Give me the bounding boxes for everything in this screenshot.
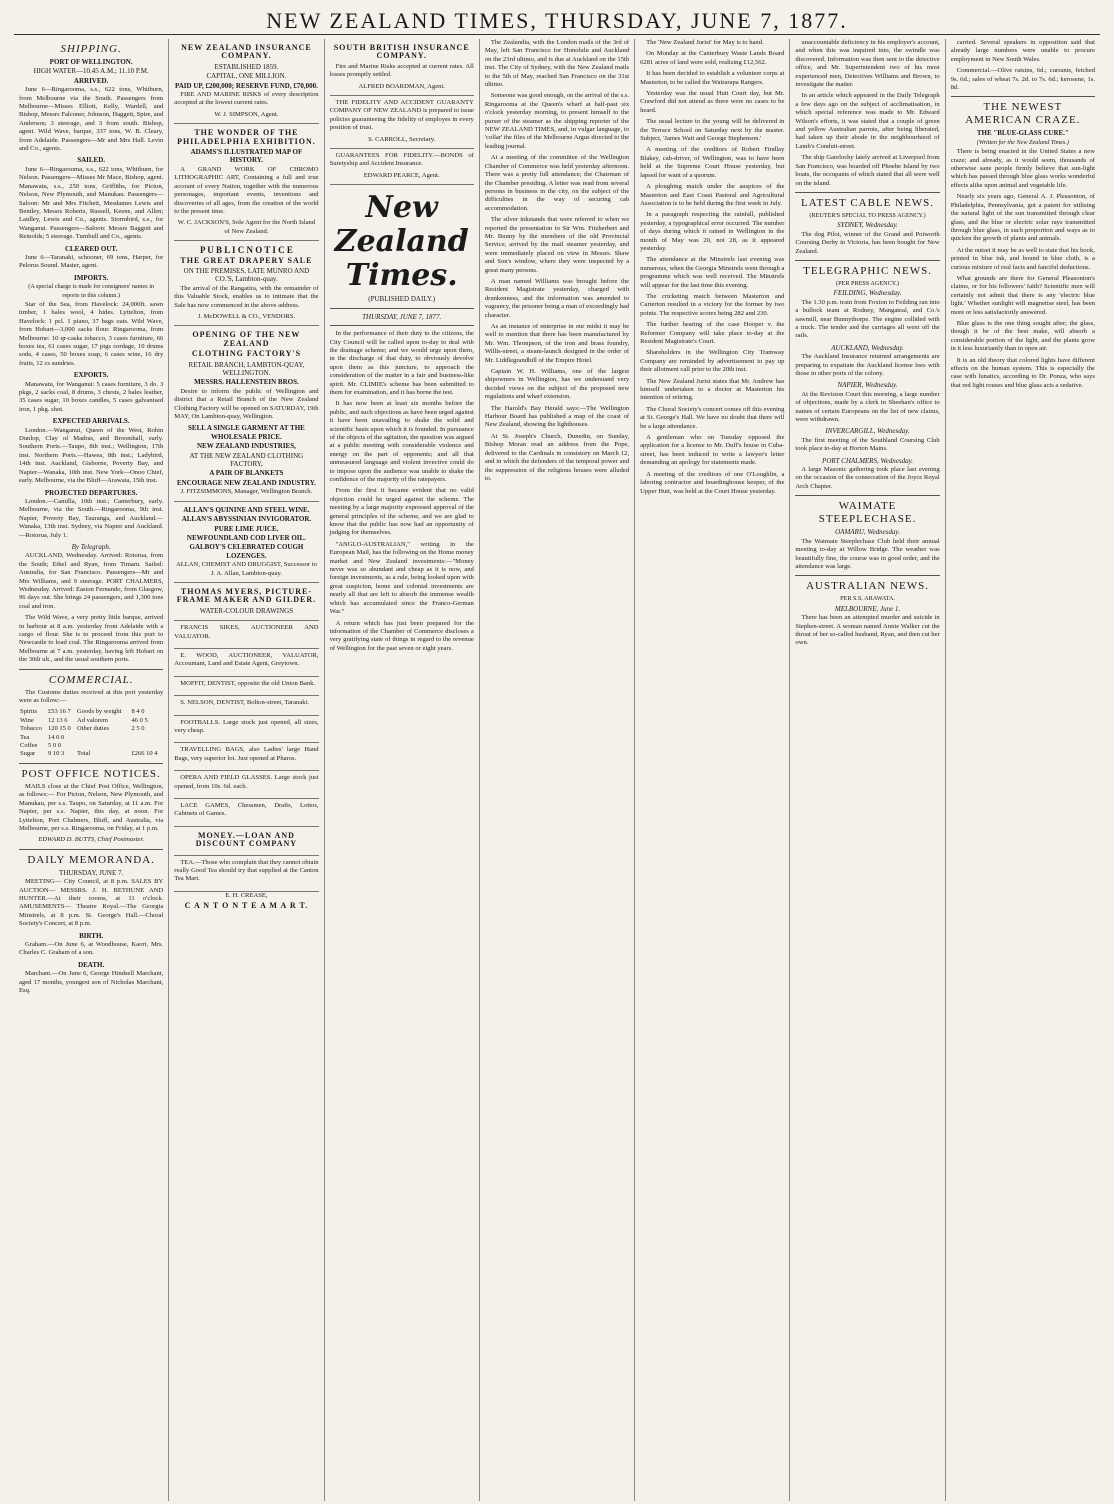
moffit-ad <box>174 677 318 696</box>
allan-ad <box>174 502 318 583</box>
blankets-line: A PAIR OF BLANKETS <box>209 469 284 478</box>
australian-text: There has been an attempted murder and suicide in Stephen-street. A woman named Annie Walker cut the throat of her so-called husband, Ryan, and then cut her own. <box>795 614 940 647</box>
south-text: Fire and Marine Risks accepted at current rates. All losses promptly settled. <box>329 62 474 79</box>
sailed-heading: SAILED. <box>77 156 106 165</box>
craze-para: At the outset it may be as well to state that his book, printed in blue ink, and bound in blue cloth, is a curious mixture of real facts and fanciful deductions. <box>950 246 1095 271</box>
fidelity-ad <box>330 96 474 149</box>
sell-line: SELL A SINGLE GARMENT AT THE WHOLESALE PRICE. <box>188 424 305 441</box>
duty-cell: Total <box>77 750 91 758</box>
telegraphic-heading: TELEGRAPHIC NEWS. <box>803 264 932 277</box>
craze-para: What grounds are there for General Pleasonton's claims, or for his followers' faith? Scientific men will certainly not admit that there is any 'electric blue light.' Whether sunlight will magnetise steel, has been more or less satisfactorily answered. <box>950 274 1095 316</box>
bags-ad <box>174 743 318 771</box>
drapery-sub: ON THE PREMISES, LATE MUNRO AND CO.'S, Lambton-quay. <box>183 266 310 284</box>
cable-sub: (REUTER'S SPECIAL TO PRESS AGENCY.) <box>809 211 926 219</box>
allan-wine: ALLAN'S QUININE AND STEEL WINE. <box>183 505 310 514</box>
masthead-title: NEW ZEALAND TIMES, THURSDAY, JUNE 7, 1877. <box>266 8 848 33</box>
waimate-heading: WAIMATE STEEPLECHASE. <box>818 500 917 526</box>
wonder-sub: ADAMS'S ILLUSTRATED MAP OF HISTORY. <box>190 148 303 165</box>
duty-cell: £53 16 7 <box>48 708 71 716</box>
duty-row <box>19 717 163 725</box>
news-para: A ploughing match under the auspices of the Masterton and East Coast Pastoral and Agricultural Association is to be held during the first week in July. <box>640 183 785 207</box>
memoranda-text: MEETING— City Council, at 8 p.m. SALES BY AUCTION— MESSRS. J. H. BETHUNE AND HUNTER.—At their rooms, at 11 o'clock. AMUSEMENTS— Theatre Royal.—The Georgia Minstrels, at 8 p.m. St. George's Hall.—Choral Society's Concert, at 8 p.m. <box>19 878 164 928</box>
arrived-heading: ARRIVED. <box>73 76 109 85</box>
south-british-ad <box>330 39 474 96</box>
tel-place: AUCKLAND, Wednesday. <box>831 343 904 352</box>
news-para: At a meeting of the committee of the Wellington Chamber of Commerce was held yesterday afternoon. There was a pretty full attendance; the Chairman of the Chamber presiding. A letter was read from several persons in business in the city, on the subject of the difficulties in the way of securing cab accommodation. <box>484 154 630 212</box>
tide-line: HIGH WATER—10.45 A.M.; 11.10 P.M. <box>33 67 149 76</box>
tel-text: At the Revision Court this morning, a large number of objections, made by a clerk in Sheehan's office to names of certain Europeans on the list of new claims, were withdrawn. <box>795 390 940 424</box>
arrived-text: June 6—Ringarooma, s.s., 622 tons, Whitburn, from Melbourne via the South. Passengers from Melbourne—Misses Elliott, Kelly, Wardell, and Bishop, Messrs Falconer, Johnson, Haggett, Spire, and Anderson; 3 steerage, and 3 from south. Bishop, agent. Wild Wave, barque, 337 tons, W. B. Cleary, from Adelaide. Passengers—Mr and Mrs Hall. Levin and Co., agents. <box>19 86 164 153</box>
published-daily: (PUBLISHED DAILY.) <box>368 295 436 304</box>
craze-para: Blue glass is the one thing sought after; the glass, though it be of the best make, will absorb a considerable portion of the light, and the plants grow in it less luxuriantly than in open air. <box>950 319 1095 353</box>
divider <box>795 260 939 261</box>
leader-para-4: "ANGLO-AUSTRALIAN," writing in the European Mail, has the following on the Home money market and New Zealand investments:—"Money never was so abundant and cheap as it is now, and foreign investments, as a rule, being looked upon with great suspicion, home and colonial investments are nearly all that are left to absorb the immense wealth which has accumulated since the Franco-German War." <box>329 540 474 616</box>
opera-text: OPERA AND FIELD GLASSES. Large stock just opened, from 10s. 6d. each. <box>174 774 319 790</box>
news-para: It has been decided to establish a volunteer corps at Masterton, to be called the Wairarapa Rangers. <box>640 70 785 86</box>
insurance-established: ESTABLISHED 1859. <box>214 62 279 71</box>
news-para: A meeting of the creditors of Robert Findlay Blakey, cab-driver, of Wellington, was to have been held at the Supreme Court House yesterday, but lapsed for want of a quorum. <box>640 146 785 179</box>
public-notice: P U B L I C N O T I C E <box>199 245 293 256</box>
cleared-heading: CLEARED OUT. <box>64 244 118 253</box>
news-para: The New Zealand Jurist states that Mr. Andrew has himself undertaken to a doctor at Masterton his intention of retiring. <box>640 377 785 402</box>
leader-para-5: A return which has just been prepared for the information of the Chamber of Commerce discloses a very gratifying state of things in regard to the revenue of Wellington for the past seven or eight years. <box>329 619 474 652</box>
duty-cell: 8 4 0 <box>131 708 145 716</box>
leader-para-2: It has now been at least six months before the public, and such objections as have been urged against it have been unavailing to shake the solid and scientific basis upon which it is founded. In pursuance of the objects of the agitation, the question was argued at a public meeting with considerable violence and energy on the part of opponents; and all that unmeasured language and violent invective could do to impose upon the audience was unable to shake the confidence of the majority of the ratepayers. <box>329 400 474 483</box>
news-para: The attendance at the Minstrels last evening was numerous, when the Georgia Minstrels went through a programme which was well received. The Minstrels will appear for the last time this evening. <box>640 256 785 289</box>
post-heading: POST OFFICE NOTICES. <box>21 767 161 780</box>
canton-title: C A N T O N T E A M A R T. <box>184 901 309 911</box>
columns <box>14 39 1100 1501</box>
tel-place: FEILDING, Wednesday. <box>833 289 902 298</box>
tel-place: PORT CHALMERS, Wednesday. <box>822 456 914 465</box>
framer-title: THOMAS MYERS, PICTURE-FRAME MAKER AND GILDER. <box>176 586 317 605</box>
expected-heading: EXPECTED ARRIVALS. <box>52 417 130 426</box>
shipping-heading: SHIPPING. <box>60 43 122 55</box>
duty-cell: Tobacco <box>20 725 42 733</box>
tel-place: INVERCARGILL, Wednesday. <box>825 427 910 436</box>
duty-cell: Tea <box>20 733 30 741</box>
fidelity-text: THE FIDELITY AND ACCIDENT GUARANTY COMPANY OF NEW ZEALAND is prepared to issue policies guaranteeing the fidelity of employes in every position of trust. <box>329 99 474 132</box>
expected-text: London.—Wanganui, Queen of the West, Robin Dunlop, Clay of Madras, and Broomhall, early. Southern Ports.—Taupo, 8th inst.; Wellington, 17th inst. Northern Ports.—Hawea, 8th inst.; Ladybird, 14th inst. Auckland, Gisborne, Poverty Bay, and Napier—Wanaka, 10th inst. New York—Onoo Chief, early. Melbourne, via the Bluff—Arawata, 15th inst. <box>19 426 164 485</box>
cough-lozenges: GALBOY'S CELEBRATED COUGH LOZENGES. <box>189 543 304 560</box>
divider <box>19 849 163 850</box>
commercial-heading: COMMERCIAL. <box>48 673 134 686</box>
birth-text: Graham.—On June 6, at Woodhouse, Kaori, Mrs. Charles C. Graham of a son. <box>19 940 164 957</box>
column-3 <box>325 39 480 1501</box>
news-para: A gentleman who on Tuesday opposed the application for a license to Mr. Duff's house in Cuba-street, has been induced to write a lawyer's letter demanding an apology for statements made. <box>640 434 785 467</box>
tel-text: The 1.30 p.m. train from Foxton to Feilding ran into a bullock team at Rodney, Mangateal, and Co.'s sawmill, near Bunnythorpe. The engine collided with a truck. The tender and the carriages all went off the rails. <box>795 298 940 340</box>
drapery-text: The arrival of the Rangatira, with the remainder of this Valuable Stock, enables us to intimate that the Sale has now commenced in the above address. <box>174 284 319 309</box>
crease-name: E. H. CREASE, <box>225 891 268 899</box>
lace-text: LACE GAMES, Chessmen, Drafts, Lottos, Cabinets of Games. <box>174 802 319 818</box>
framer-ad <box>174 583 318 621</box>
cable-text: The dog Pilot, winner of the Grand and Poiworth Coursing Derby in Victoria, has been bought for New Zealand. <box>795 230 940 255</box>
news-para: The ship Garelochy lately arrived at Liverpool from San Francisco, was boarded off Phoebe Island by two boats, the occupants of which stated that all were well on the island. <box>795 154 940 187</box>
waimate-text: The Waimate Steeplechase Club held their annual meeting to-day at Willow Bridge. The weather was beautifully fine, the course was in good order, and the attendance was large. <box>795 537 940 570</box>
telegraph-heading: By Telegraph. <box>71 542 111 551</box>
post-text: MAILS close at the Chief Post Office, Wellington, as follows:— For Picton, Nelson, New Plymouth, and Manukau, per s.s. Taupo, on Saturday, at 11 a.m. For Napier, per s.s. Napier, this day, at noon. For Lyttelton, Port Chalmers, Bluff, and Australia, via Melbourne, per s.s. Ringarooma, on Friday, at 1 p.m. <box>19 782 164 832</box>
paper-logo: New Zealand Times. <box>334 190 469 294</box>
allan-bitters: ALLAN'S ABYSSINIAN INVIGORATOR. <box>181 515 312 524</box>
wood-text: E. WOOD, AUCTIONEER, VALUATOR, Accountant, Land and Estate Agent, Greytown. <box>174 651 319 668</box>
waimate-place: OAMARU, Wednesday. <box>835 528 900 537</box>
duty-cell: Other duties <box>77 725 109 733</box>
duty-row <box>19 750 163 758</box>
news-para: The usual lecture to the young will be delivered in the Terrace School on Saturday next by the master. Subject, 'James Watt and George Stephenson.' <box>640 118 785 143</box>
opera-ad <box>174 771 318 799</box>
divider <box>19 763 163 764</box>
insurance-capital: CAPITAL, ONE MILLION. <box>206 72 287 81</box>
guarantees-ad <box>330 149 474 185</box>
cod-liver-oil: NEWFOUNDLAND COD LIVER OIL. <box>186 533 306 542</box>
exports-heading: EXPORTS. <box>73 371 109 380</box>
news-para: Someone was good enough, on the arrival of the s.s. Ringarooma at the Queen's wharf at half-past six o'clock yesterday morning, to present himself to the purser of the steamer as the shipping reporter of the NEW ZEALAND TIMES, and, in vulgar language, to 'collar' the files of the Melbourne Argus directed to the leading journal. <box>484 92 630 150</box>
duties-table <box>19 708 163 758</box>
tel-text: The Auckland Insurance returned arrangements are preparing to expatiate the Auckland license fees with those in other ports of the colony. <box>795 353 940 377</box>
craze-heading: THE NEWEST AMERICAN CRAZE. <box>965 101 1081 127</box>
wonder-ad <box>174 124 318 241</box>
column-6 <box>790 39 945 1501</box>
news-para: At St. Joseph's Church, Dunedin, on Sunday, Bishop Moran read an address from the Pope, delivered to the Cardinals in consistory on March 12, and in which the defenders of the temporal power and the suppression of the religious houses were alluded to. <box>484 432 630 482</box>
nelson-ad <box>174 696 318 715</box>
tel-place: NAPIER, Wednesday. <box>837 381 898 390</box>
insurance-text: FIRE AND MARINE RISKS of every description accepted at the lowest current rates. <box>174 91 319 107</box>
news-para: A man named Williams was brought before the Resident Magistrate yesterday, charged with drunkenness, and the information was amended to vagrancy, the prisoner being a man of exceedingly bad character. <box>484 277 630 319</box>
news-para: Captain W. H. Williams, one of the largest shipowners in Wellington, has we understand very decided views on the subject of the proposed new regulations and wharf extension. <box>484 368 630 401</box>
leader-para-1: In the performance of their duty to the citizens, the City Council will be called upon to-day to deal with the drainage scheme; and we would urge upon them, in the discharge of that duty, to obviously devolve upon them as this juncture, to approach the consideration of the matter in a fair and business-like spirit. Mr. CLIMIE's scheme has been submitted to them for examination, and it has borne the test. <box>329 330 474 396</box>
guarantees-agent: EDWARD PEARCE, Agent. <box>363 171 440 179</box>
australian-sub: PER S.S. ARAWATA. <box>840 595 895 603</box>
divider <box>19 669 163 670</box>
hallenstein: MESSRS. HALLENSTEIN BROS. <box>194 378 299 387</box>
wildwave-text: The Wild Wave, a very pretty little barque, arrived in harbour at 8 a.m. yesterday from Adelaide with a cargo of flour. She is to proceed from this port to Newcastle to load coal. The Ringarooma arrived from Melbourne at 7 a.m. yesterday, having left Hobart on the 30th ult., and the usual southern ports. <box>19 614 164 664</box>
money-ad <box>174 827 318 856</box>
news-para: The silver inkstands that were referred to when we reported the presentation to Sir Wm. Fitzherbert and Mr. Bunny by the members of the old Provincial Service, arrived by the mail steamer yesterday, and were immediately placed on view in Messrs. Shaw and Son's window, where they were inspected by a great many persons. <box>484 216 630 274</box>
lace-ad <box>174 799 318 827</box>
australian-place: MELBOURNE, June 1. <box>834 604 901 613</box>
leader-para-3: From the first it became evident that no valid objection could be urged against the scheme. The meeting by a large majority expressed approval of the general principles of the scheme, and we are glad to know that the public has now had an opportunity of judging for themselves. <box>329 487 474 537</box>
cleared-text: June 6—Taranaki, schooner, 69 tons, Harper, for Pelorus Sound. Master, agent. <box>19 253 164 270</box>
sailed-text: June 6—Ringarooma, s.s., 622 tons, Whitburn, for Nelson. Passengers—Misses Mr Mace, Bishop, agent. Manawatu, s.s., 250 tons, Griffiths, for Picton, Nelson, New Plymouth, and Manukau. Passengers—Saloon: Mr and Mrs Fitchett, Mesdames Lewis and Bentley, Messrs Roberts, Russell, Keene, and Allen; Laidley, Lewis and Co., agents. Stormbird, s.s., for Wanganui. Passengers—Saloon: Messrs Baggott and Reinolds; 5 steerage. Turnbull and Co., agents. <box>19 165 164 241</box>
duty-cell <box>76 742 130 750</box>
duty-cell: 9 10 3 <box>48 750 65 758</box>
tel-text: A large Masonic gathering took place last evening on the occasion of the consecration of the Joyce Royal Arch Chapter. <box>795 466 940 490</box>
death-heading: DEATH. <box>78 960 105 969</box>
commercial-note: The Customs duties received at this port yesterday were as follow:— <box>19 688 164 705</box>
duty-row <box>19 742 163 750</box>
south-agent: ALFRED BOARDMAN, Agent. <box>358 82 445 90</box>
wonder-text: A GRAND WORK OF CHROMO LITHOGRAPHIC ART, Containing a full and true account of every Nation, together with the numerous personages, important events, inventions and discoveries of all ages, from the creation of the world to the present time. <box>174 165 319 215</box>
news-para: The Choral Society's concert comes off this evening at St. George's Hall. We have no doubt that there will be a large attendance. <box>640 405 785 430</box>
encourage-line: ENCOURAGE NEW ZEALAND INDUSTRY. <box>176 478 316 487</box>
column-5 <box>635 39 790 1501</box>
news-para: Commercial.—Olive raisins, 6d.; currants, fetched 9s. 6d.; sales of wheat 7s. 2d. to 7s. 6d.; kerosene, 1s. 8d. <box>950 67 1095 92</box>
divider <box>330 308 474 309</box>
guarantees-text: GUARANTEES FOR FIDELITY.—BONDS of Suretyship and Accident Insurance. <box>329 152 474 168</box>
australian-heading: AUSTRALIAN NEWS. <box>806 580 930 593</box>
factory-title: CLOTHING FACTORY'S <box>191 349 302 359</box>
craze-subheading: THE "BLUE-GLASS CURE." <box>976 129 1069 138</box>
memoranda-heading: DAILY MEMORANDA. <box>27 853 155 866</box>
imports-note: (A special charge is made for consignees' names in reports in this column.) <box>28 283 155 299</box>
insurance-agent: W. J. SIMPSON, Agent. <box>214 110 279 118</box>
craze-para: There is being enacted in the United States a new craze; and already, as it would seem, thousands of otherwise sane people firmly believe that sun-light which has passed through blue glass works wonderful effects alike upon animal and vegetable life. <box>950 148 1095 189</box>
projected-text: London.—Camilla, 10th inst.; Canterbury, early. Melbourne, via the South.—Ringarooma, 9th inst. Napier, Poverty Bay, Tauranga, and Auckland.—Wanaka, 13th inst. Sydney, via Napier and Auckland.—Rotorua, July 1. <box>19 497 164 539</box>
imports-heading: IMPORTS. <box>74 273 109 282</box>
tel-text: The first meeting of the Southland Coursing Club took place to-day at Horton Mains. <box>795 436 940 453</box>
wonder-title: THE WONDER OF THE PHILADELPHIA EXHIBITION. <box>177 128 316 146</box>
nelson-text: S. NELSON, DENTIST, Bolton-street, Taranaki. <box>180 699 310 707</box>
insurance-paid: PAID UP, £200,000; RESERVE FUND, £70,000. <box>174 81 318 90</box>
telegraphic-sub: (PER PRESS AGENCY.) <box>836 279 900 287</box>
news-para: The cricketing match between Masterton and Carterton resulted in a victory for the former by two points. The respective scores being 282 and 230. <box>640 292 785 317</box>
cable-heading: LATEST CABLE NEWS. <box>801 196 935 209</box>
duty-cell: 14 0 0 <box>48 733 65 741</box>
duty-cell: Sugar <box>20 750 36 758</box>
drapery-vendor: J. McDOWELL & CO., VENDORS. <box>197 312 296 320</box>
duty-cell <box>76 734 130 742</box>
craze-para: Nearly six years ago, General A. J. Pleasonton, of Philadelphia, Pennsylvania, got a patent for utilising the natural light of the sun transmitted through clear glass, and the blue or electric solar rays transmitted through blue glass, in such proportion and ways as to quicken the growth of plants and animals. <box>950 193 1095 243</box>
factory-manager: J. FITZSIMMONS, Manager, Wellington Branch. <box>180 488 313 496</box>
craze-para: It is an old theory that colored lights have different effects on the human system. This is especially the case with lunatics, according to Dr. Ponza, who says that red light rouses and blue glass acts a sedative. <box>950 356 1095 389</box>
duty-cell: 2 5 0 <box>131 725 145 733</box>
moffit-text: MOFFIT, DENTIST, opposite the old Union Bank. <box>180 679 316 687</box>
exports-text: Manawatu, for Wanganui: 5 cases furniture, 3 do. 3 pkgs, 2 sacks coal, 8 drums, 3 chests, 2 bales leather, 35 cases sugar, 10 boxes candles, 5 cases galvanised iron, 1 pkg. shot. <box>19 380 164 413</box>
news-para: As an instance of enterprise in our midst it may be well to mention that there has been manufactured by Mr. Wm. Thompson, of the iron and brass foundry, Willis-street, a steam-launch designed in the order of Mr. Liddlegrandhill of the Empire Hotel. <box>484 323 630 364</box>
sikes-text: FRANCIS SIKES, AUCTIONEER AND VALUATOR. <box>174 624 319 640</box>
column-1 <box>14 39 169 1501</box>
retail-branch: RETAIL BRANCH, LAMBTON-QUAY, WELLINGTON. <box>188 360 305 377</box>
news-para: In an article which appeared in the Daily Telegraph a few days ago on the subject of acclimatisation, in which special reference was made to Mr. Edward Wilson's efforts, it was stated that a couple of green and yellow Australian parrots, after being liberated, had taken up their abode in the neighbourhood of Lamb's Conduit-street. <box>795 92 940 150</box>
column-7 <box>946 39 1100 1501</box>
duty-cell: Ad valorem <box>77 716 108 724</box>
tea-text: TEA.—Those who complain that they cannot obtain really Good Tea should try that supplied at the Canton Tea Mart. <box>174 858 319 883</box>
death-text: Marchant.—On June 6, George Hindsell Marchant, aged 17 months, youngest son of Nicholas Marchant, Esq. <box>19 970 164 994</box>
craze-source: (Written for the New Zealand Times.) <box>976 138 1069 146</box>
duty-cell: Wine <box>20 716 34 724</box>
drapery-title: THE GREAT DRAPERY SALE <box>180 255 313 265</box>
news-para: Yesterday was the usual Hutt Court day, but Mr. Crawford did not attend as there were no cases to be heard. <box>640 90 785 114</box>
duty-row <box>19 734 163 742</box>
industries-line: NEW ZEALAND INDUSTRIES, <box>196 442 296 451</box>
fidelity-secretary: S. CARROLL, Secretary. <box>368 135 436 143</box>
duty-cell <box>130 734 163 742</box>
duty-row <box>19 725 163 733</box>
news-para: The further hearing of the case Hooper v. the Reformer Company will take place to-day at the Resident Magistrate's Court. <box>640 321 785 345</box>
duty-cell: £266 10 4 <box>131 750 158 758</box>
memoranda-date: THURSDAY, JUNE 7. <box>59 868 124 877</box>
tea-ad <box>174 856 318 892</box>
masthead <box>14 8 1100 35</box>
drapery-ad <box>174 241 318 326</box>
leader-date: THURSDAY, JUNE 7, 1877. <box>362 312 442 321</box>
duty-row <box>19 708 163 716</box>
water-colour: WATER-COLOUR DRAWINGS <box>199 606 294 615</box>
duty-cell: 5 0 0 <box>48 742 62 750</box>
projected-heading: PROJECTED DEPARTURES. <box>44 488 138 497</box>
factory-text: Desire to inform the public of Wellington and district that a Retail Branch of the New Zealand Clothing Factory will be opened on SATURDAY, 19th MAY, On Lambton-quay, Wellington. <box>174 387 319 421</box>
factory-ad <box>174 326 318 501</box>
duty-cell: Goods by weight <box>77 708 122 716</box>
lime-juice: PURE LIME JUICE. <box>214 524 279 533</box>
sikes-ad <box>174 621 318 649</box>
column-2 <box>169 39 324 1501</box>
duty-cell: 120 15 0 <box>48 725 71 733</box>
insurance-title: NEW ZEALAND INSURANCE COMPANY. <box>181 43 312 61</box>
football-text: FOOTBALLS. Large stock just opened, all sizes, very cheap. <box>174 718 319 734</box>
postmaster: EDWARD D. BUTTS, Chief Postmaster. <box>38 836 144 844</box>
duty-cell: Spirits <box>20 708 37 716</box>
divider <box>795 192 939 193</box>
telegraph-text: AUCKLAND, Wednesday. Arrived: Rotorua, from the South; Ethel and Ryan, from Timaru. Sailed: Australia, for San Francisco. Passengers—Mr and Mrs Williams, and 9 steerage. PORT CHALMERS, Wednesday. Arrived: Easton Fernando, from Glasgow, 96 days out. She brings 24 passengers, and 1,300 tons coal and iron. <box>19 552 164 610</box>
news-para: unaccountable deficiency in his employer's account, and when this was inquired into, the swindle was discovered. Information was then sent to the detective office, and Mr. Superintendent two of his most experienced men, Detectives Williams and Brown, to investigate the matter. <box>795 39 940 89</box>
duty-cell: Coffee <box>20 742 38 750</box>
news-para: On Monday at the Canterbury Waste Lands Board 6281 acres of land were sold, realising £12,562. <box>640 50 785 66</box>
money-title: MONEY.—LOAN AND DISCOUNT COMPANY <box>195 830 298 849</box>
insurance-ad <box>174 39 318 124</box>
news-para: The Zealandia, with the London mails of the 3rd of May, left San Francisco for Honolulu and Auckland on the 23rd ultimo, and is due at Auckland on the 15th inst. The City of Sydney, with the New Zealand mails to the 5th of May, reached San Francisco on the 31st ultimo. <box>484 39 630 89</box>
cable-place: SYDNEY, Wednesday. <box>837 221 898 230</box>
news-para: A meeting of the creditors of one O'Loughlin, a laboring contractor and boardinghouse keeper, of the Upper Hutt, was held at the Court House yesterday. <box>640 470 785 495</box>
duty-cell <box>130 742 163 750</box>
news-para: Shareholders in the Wellington City Tramway Company are reminded by advertisement to pay up their allotment call prior to the 20th inst. <box>640 349 785 374</box>
news-para: In a paragraph respecting the rainfall, published yesterday, a typographical error occurred. The number of days during which it rained in Wellington in the month of May was 20, not 28, as it appeared yesterday. <box>640 211 785 252</box>
news-para: The Harold's Bay Herald says:—The Wellington Harbour Board has published a map of the coast of New Zealand, showing the lighthouses. <box>484 404 630 429</box>
football-ad <box>174 716 318 744</box>
news-para: The 'New Zealand Jurist' for May is to hand. <box>646 39 764 46</box>
divider <box>951 96 1095 97</box>
wood-ad <box>174 649 318 677</box>
opening-title: OPENING OF THE NEW ZEALAND <box>192 330 301 348</box>
duty-cell: 12 13 6 <box>48 716 68 724</box>
south-title: SOUTH BRITISH INSURANCE COMPANY. <box>333 43 470 61</box>
port-heading: PORT OF WELLINGTON. <box>49 58 133 66</box>
wonder-agent: W. C. JACKSON'S, Sole Agent for the North Island of New Zealand. <box>177 219 316 235</box>
divider <box>330 325 474 326</box>
bags-text: TRAVELLING BAGS, also Ladies' large Hand Bags, very superior lot. Just opened at Pharos. <box>174 746 319 762</box>
divider <box>795 495 939 496</box>
allan-chemist: ALLAN, CHEMIST AND DRUGGIST, Successor to J. A. Allan, Lambton-quay. <box>175 561 317 577</box>
divider <box>795 575 939 576</box>
column-4 <box>480 39 635 1501</box>
at-factory: AT THE NEW ZEALAND CLOTHING FACTORY, <box>189 451 304 469</box>
duty-cell: 46 0 5 <box>131 716 148 724</box>
imports-text: Star of the Sea, from Havelock: 24,000ft. sawn timber, 1 bales wool, 4 hides. Lyttelton, from Havelock: 1 pcl. 1 piano, 37 bags oats. Wild Wave, from Hobart—3,000 sacks flour. Ringarooma, from Melbourne: 10 qr-casks tobacco, 3 cases furniture, 66 boxes tea, 61 cases sugar, 17 pigs cordage, 10 drums soda, 4 cases, 50 boxes soap, 6 cases wine, 16 dry fruits, 12 cs sundries. <box>19 300 164 367</box>
birth-heading: BIRTH. <box>79 931 104 940</box>
news-para: carried. Several speakers in opposition said that already large numbers were unable to procure employment in New South Wales. <box>950 39 1095 63</box>
